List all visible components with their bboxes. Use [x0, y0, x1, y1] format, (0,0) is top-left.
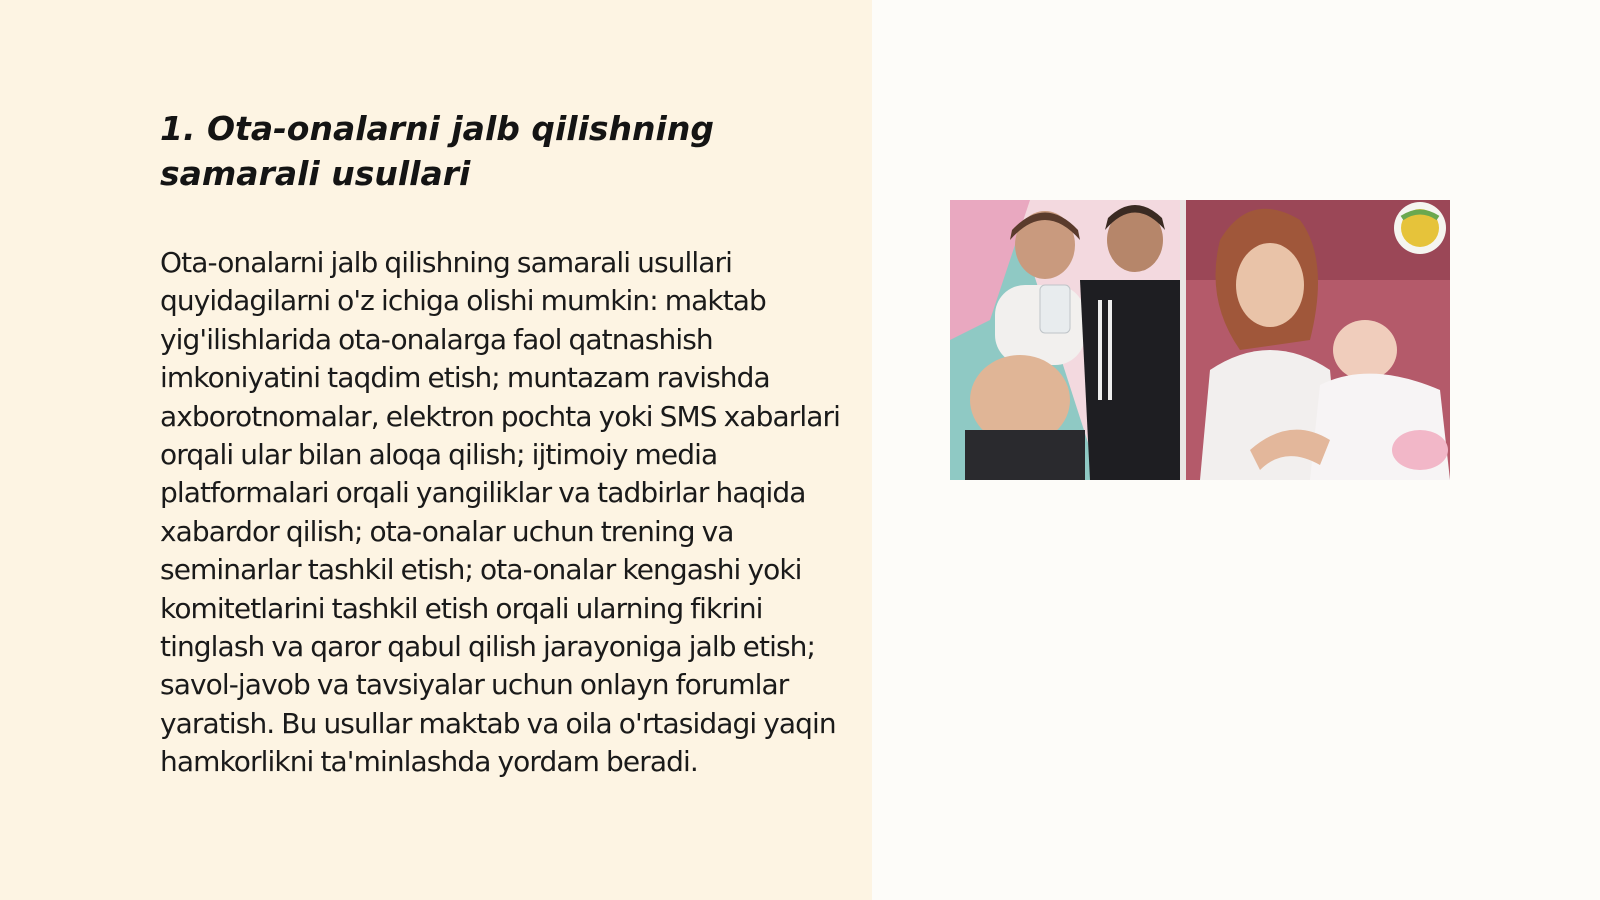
photo-divider [1180, 200, 1186, 480]
baby-head [1333, 320, 1397, 380]
phone [1040, 285, 1070, 333]
baby-pink-cloth [1392, 430, 1448, 470]
girl-face [1236, 243, 1304, 327]
boy-shirt [1080, 280, 1180, 480]
slide-title: 1. Ota-onalarni jalb qilishning samarali usullari [160, 109, 714, 193]
photo-collage-graphic [950, 200, 1450, 480]
photo-collage [950, 200, 1450, 480]
girl-shorts [965, 430, 1085, 480]
slide-body-text: Ota-onalarni jalb qilishning samarali usullari quyidagilarni o'z ichiga olishi mumkin: maktab yig'ilishlarida ota-onalarga faol qatnashish imkoniyatini taqdim etish; muntazam ravishda axborotnomalar, elektron pochta yoki SMS xabarlari orqali ular bilan aloqa qilish; ijtimoiy media platformalari orqali yangiliklar va tadbirlar haqida xabardor qilish; ota-onalar uchun trening va seminarlar tashkil etish; ota-onalar kengashi yoki komitetlarini tashkil etish orqali ularning fikrini tinglash va qaror qabul qilish jarayoniga jalb etish; savol-javob va tavsiyalar uchun onlayn forumlar yaratish. Bu usullar maktab va oila o'rtasidagi yaqin hamkorlikni ta'minlashda yordam beradi. [160, 246, 840, 779]
